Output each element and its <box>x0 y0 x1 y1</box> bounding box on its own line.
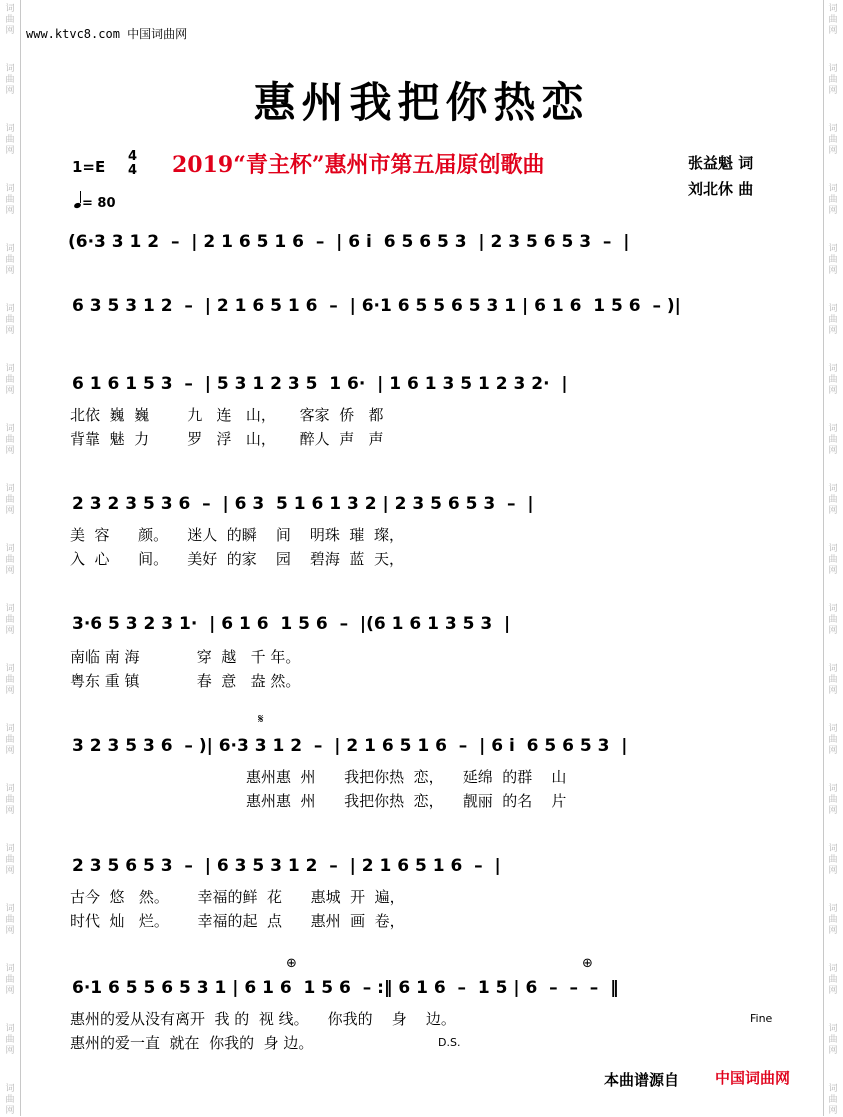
song-title: 惠州我把你热恋 <box>253 78 590 127</box>
lyricist-credit: 张益魁 词 <box>688 154 754 172</box>
system-8-notes: 6·1 6 5 5 6 5 3 1 | 6 1 6 1 5 6 – :‖ 6 1 6 – 1 5 | 6 – – – ‖ <box>72 978 619 998</box>
watermark-text: 词 曲 网 <box>5 124 15 156</box>
system-1-notes: (6·3 3 1 2 – | 2 1 6 5 1 6 – | 6 i 6 5 6 5 3 | 2 3 5 6 5 3 – | <box>68 232 630 252</box>
watermark-text: 词 曲 网 <box>5 604 15 636</box>
system-4-notes: 2 3 2 3 5 3 6 – | 6 3 5 1 6 1 3 2 | 2 3 5 6 5 3 – | <box>72 494 534 514</box>
watermark-text: 词 曲 网 <box>828 664 838 696</box>
watermark-text: 词 曲 网 <box>828 484 838 516</box>
source-label: 本曲谱源自 <box>604 1071 680 1089</box>
watermark-text: 词 曲 网 <box>5 544 15 576</box>
system-3-notes: 6 1 6 1 5 3 – | 5 3 1 2 3 5 1 6· | 1 6 1 3 5 1 2 3 2· | <box>72 374 568 394</box>
system-7-lyrics-verse-2: 时代 灿 烂。 幸福的起 点 惠州 画 卷， <box>70 912 405 930</box>
system-8-lyrics-verse-2: 惠州的爱一直 就在 你我的 身 边。 <box>70 1034 314 1052</box>
contest-subtitle: 2019“青主杯”惠州市第五届原创歌曲 <box>172 152 545 178</box>
watermark-text: 词 曲 网 <box>828 964 838 996</box>
watermark-text: 词 曲 网 <box>828 904 838 936</box>
watermark-text: 词 曲 网 <box>828 244 838 276</box>
watermark-text: 词 曲 网 <box>828 364 838 396</box>
system-6-notes: 3 2 3 5 3 6 – )| 6·3 3 1 2 – | 2 1 6 5 1 6 – | 6 i 6 5 6 5 3 | <box>72 736 628 756</box>
system-2-notes: 6 3 5 3 1 2 – | 2 1 6 5 1 6 – | 6·1 6 5 5 6 5 3 1 | 6 1 6 1 5 6 – )| <box>72 296 681 316</box>
watermark-text: 词 曲 网 <box>828 424 838 456</box>
site-name: 中国词曲网 <box>127 27 188 41</box>
system-7-lyrics-verse-1: 古今 悠 然。 幸福的鲜 花 惠城 开 遍， <box>70 888 405 906</box>
system-5-lyrics-verse-1: 南临 南 海 穿 越 千 年。 <box>70 648 301 666</box>
watermark-text: 词 曲 网 <box>828 1024 838 1056</box>
watermark-text: 词 曲 网 <box>828 604 838 636</box>
watermark-text: 词 曲 网 <box>828 544 838 576</box>
watermark-text: 词 曲 网 <box>5 1084 15 1116</box>
fine-mark: Fine <box>750 1012 773 1025</box>
watermark-text: 词 曲 网 <box>828 184 838 216</box>
quarter-note-icon <box>73 202 81 209</box>
system-3-lyrics-verse-1: 北依 巍 巍 九 连 山， 客家 侨 都 <box>70 406 384 424</box>
watermark-text: 词 曲 网 <box>5 964 15 996</box>
watermark-text: 词 曲 网 <box>828 1084 838 1116</box>
watermark-text: 词 曲 网 <box>5 184 15 216</box>
watermark-text: 词 曲 网 <box>5 424 15 456</box>
system-6-lyrics-verse-2: 惠州惠 州 我把你热 恋， 靓丽 的名 片 <box>246 792 567 810</box>
watermark-text: 词 曲 网 <box>828 4 838 36</box>
source-site-link[interactable]: 中国词曲网 <box>715 1069 791 1087</box>
time-sig-bottom: 4 <box>128 163 138 178</box>
note-stem <box>80 191 81 203</box>
watermark-text: 词 曲 网 <box>5 784 15 816</box>
watermark-text: 词 曲 网 <box>828 64 838 96</box>
watermark-text: 词 曲 网 <box>828 784 838 816</box>
watermark-text: 词 曲 网 <box>5 844 15 876</box>
tempo-value: = 80 <box>82 196 116 211</box>
time-sig-top: 4 <box>128 149 138 164</box>
watermark-text: 词 曲 网 <box>5 664 15 696</box>
watermark-text: 词 曲 网 <box>5 244 15 276</box>
watermark-text: 词 曲 网 <box>5 64 15 96</box>
watermark-text: 词 曲 网 <box>5 304 15 336</box>
watermark-text: 词 曲 网 <box>5 484 15 516</box>
watermark-text: 词 曲 网 <box>5 904 15 936</box>
watermark-text: 词 曲 网 <box>828 304 838 336</box>
coda-sign-1: ⊕ <box>286 956 297 971</box>
watermark-text: 词 曲 网 <box>5 4 15 36</box>
watermark-text: 词 曲 网 <box>828 124 838 156</box>
composer-credit: 刘北休 曲 <box>688 180 754 198</box>
tempo-marking <box>74 195 116 211</box>
system-7-notes: 2 3 5 6 5 3 – | 6 3 5 3 1 2 – | 2 1 6 5 1 6 – | <box>72 856 501 876</box>
ds-mark: D.S. <box>438 1036 461 1049</box>
system-3-lyrics-verse-2: 背靠 魅 力 罗 浮 山， 醉人 声 声 <box>70 430 384 448</box>
watermark-text: 词 曲 网 <box>5 724 15 756</box>
system-5-lyrics-verse-2: 粤东 重 镇 春 意 盎 然。 <box>70 672 301 690</box>
system-6-lyrics-verse-1: 惠州惠 州 我把你热 恋， 延绵 的群 山 <box>246 768 567 786</box>
site-url: www.ktvc8.com <box>26 27 120 41</box>
watermark-text: 词 曲 网 <box>828 724 838 756</box>
watermark-text: 词 曲 网 <box>828 844 838 876</box>
time-signature <box>128 150 137 178</box>
system-5-notes: 3·6 5 3 2 3 1· | 6 1 6 1 5 6 – |(6 1 6 1 3 5 3 | <box>72 614 511 634</box>
system-8-lyrics-verse-1: 惠州的爱从没有离开 我 的 视 线。 你我的 身 边。 <box>70 1010 456 1028</box>
system-4-lyrics-verse-1: 美 容 颜。 迷人 的瞬 间 明珠 璀 璨， <box>70 526 404 544</box>
segno-sign: 𝄋 <box>258 712 264 727</box>
watermark-text: 词 曲 网 <box>5 364 15 396</box>
system-4-lyrics-verse-2: 入 心 间。 美好 的家 园 碧海 蓝 天， <box>70 550 404 568</box>
watermark-text: 词 曲 网 <box>5 1024 15 1056</box>
site-header <box>26 25 187 42</box>
coda-sign-2: ⊕ <box>582 956 593 971</box>
key-signature: 1=E <box>72 158 106 176</box>
